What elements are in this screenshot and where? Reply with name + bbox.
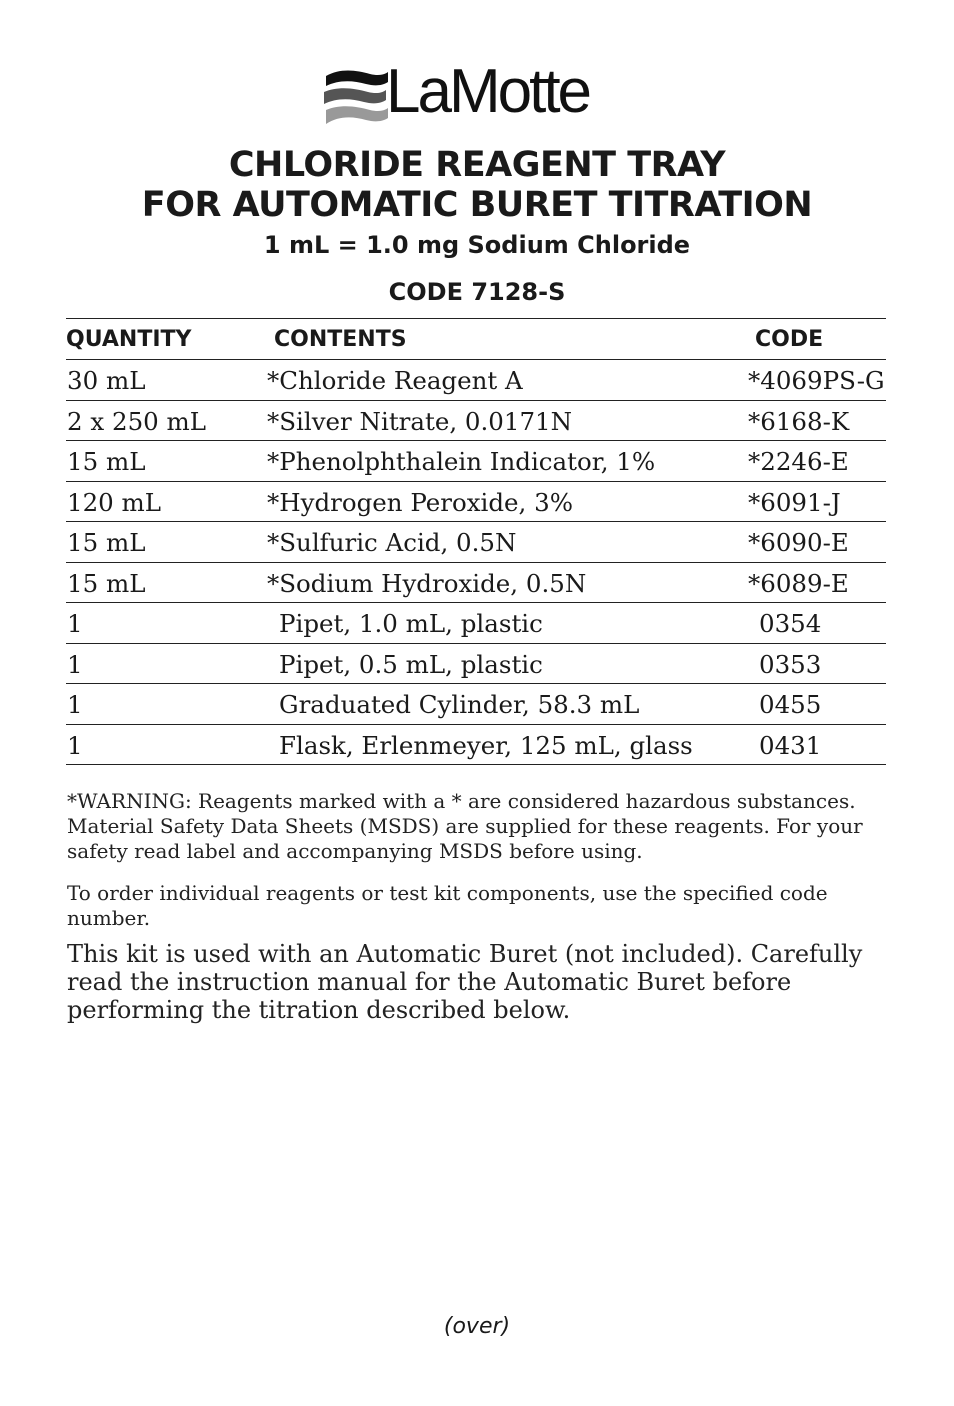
- cell-quantity: 30 mL: [67, 366, 146, 395]
- table-row: [66, 441, 886, 482]
- subtitle: 1 mL = 1.0 mg Sodium Chloride: [263, 231, 691, 259]
- cell-contents: *Hydrogen Peroxide, 3%: [267, 487, 573, 517]
- cell-code: 0354: [759, 609, 822, 638]
- cell-code: 0431: [759, 730, 822, 760]
- warning-note: *WARNING: Reagents marked with a * are considered hazardous substances. Material Safety Data Sheets (MSDS) are supplied for these reagents. For your safety read label and accompanying MSDS before using.: [67, 789, 863, 863]
- cell-contents: *Sodium Hydroxide, 0.5N: [267, 568, 587, 598]
- table-row: [66, 401, 886, 442]
- over-indicator: (over): [443, 1314, 511, 1339]
- title-line-2: FOR AUTOMATIC BURET TITRATION: [141, 185, 813, 225]
- cell-code: *6090-E: [748, 528, 849, 557]
- cell-code: *6091-J: [748, 487, 841, 517]
- cell-contents: *Silver Nitrate, 0.0171N: [267, 406, 573, 436]
- cell-contents: Pipet, 0.5 mL, plastic: [279, 649, 543, 679]
- cell-code: 0455: [759, 690, 822, 719]
- contents-table: [66, 318, 886, 765]
- product-code: CODE 7128-S: [388, 278, 566, 306]
- cell-code: *4069PS-G: [748, 366, 885, 395]
- usage-note: This kit is used with an Automatic Buret (not included). Carefully read the instruction manual for the Automatic Buret before performing the titration described below.: [67, 940, 863, 1024]
- table-row: [66, 563, 886, 604]
- header-quantity: QUANTITY: [66, 327, 192, 352]
- cell-code: *2246-E: [748, 447, 849, 476]
- cell-quantity: 1: [67, 609, 83, 638]
- cell-quantity: 15 mL: [67, 528, 146, 557]
- cell-contents: Pipet, 1.0 mL, plastic: [279, 609, 543, 638]
- cell-quantity: 15 mL: [67, 447, 146, 476]
- cell-quantity: 1: [67, 649, 83, 679]
- wave-flag-icon: [322, 66, 390, 128]
- cell-code: 0353: [759, 649, 822, 679]
- cell-quantity: 2 x 250 mL: [67, 406, 207, 436]
- table-header: [66, 319, 886, 360]
- table-row: [66, 360, 886, 401]
- logo-wordmark: LaMotte: [386, 57, 590, 126]
- table-row: [66, 603, 886, 644]
- cell-quantity: 15 mL: [67, 568, 146, 598]
- header-code: CODE: [755, 327, 824, 352]
- cell-contents: *Phenolphthalein Indicator, 1%: [267, 447, 656, 476]
- table-row: [66, 522, 886, 563]
- cell-contents: Graduated Cylinder, 58.3 mL: [279, 690, 640, 719]
- table-row: [66, 482, 886, 523]
- table-row: [66, 644, 886, 685]
- cell-quantity: 120 mL: [67, 487, 162, 517]
- cell-code: *6168-K: [748, 406, 850, 436]
- cell-contents: *Sulfuric Acid, 0.5N: [267, 528, 517, 557]
- table-row: [66, 725, 886, 766]
- cell-quantity: 1: [67, 730, 83, 760]
- header-contents: CONTENTS: [274, 327, 407, 352]
- ordering-note: To order individual reagents or test kit components, use the specified code number.: [67, 881, 828, 930]
- lamotte-logo: [322, 57, 632, 130]
- cell-code: *6089-E: [748, 568, 849, 598]
- cell-contents: *Chloride Reagent A: [267, 366, 523, 395]
- cell-quantity: 1: [67, 690, 83, 719]
- table-row: [66, 684, 886, 725]
- title-line-1: CHLORIDE REAGENT TRAY: [228, 145, 726, 185]
- cell-contents: Flask, Erlenmeyer, 125 mL, glass: [279, 730, 693, 760]
